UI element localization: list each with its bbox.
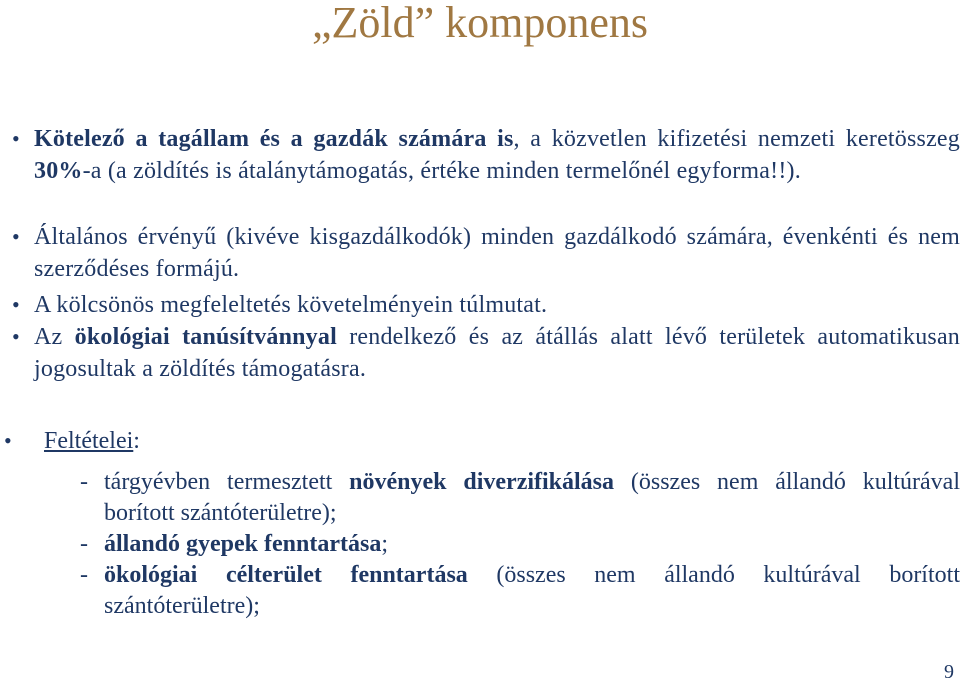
conditions-heading: • Feltételei: [0,425,960,457]
bullet-dot-icon: • [12,324,20,349]
condition-item: - állandó gyepek fenntartása; [80,529,960,560]
dash-icon: - [80,531,88,557]
bullet-item [12,123,960,219]
conditions-list [80,467,960,622]
dash-icon: - [80,562,88,588]
bullet-dot-icon: • [4,428,12,453]
bullet-text: A kölcsönös megfeleltetés követelményein túlmutat. [34,292,548,318]
bullet-text: Az ökológiai tanúsítvánnyal rendelkező és az átállás alatt lévő területek automatikusan jogosultak a zöldítés támogatásra. [34,324,960,382]
page-number: 9 [944,661,954,683]
dash-icon: - [80,469,88,495]
bullet-text: Kötelező a tagállam és a gazdák számára is, a közvetlen kifizetési nemzeti keretösszeg 30%-a (a zöldítés is átalánytámogatás, értéke minden termelőnél egyforma!!). [34,126,960,184]
slide-title: „Zöld” komponens [311,0,649,47]
bullet-dot-icon: • [12,292,20,317]
bullet-list [12,123,960,387]
bullet-item [12,221,960,287]
bullet-item [12,289,960,319]
conditions-heading-label: Feltételei [44,428,134,454]
condition-item: - ökológiai célterület fenntartása (összes nem állandó kultúrával borított szántóterületre); [80,562,960,619]
conditions-section [0,425,960,457]
bullet-dot-icon: • [12,224,20,249]
bullet-text: Általános érvényű (kivéve kisgazdálkodók) minden gazdálkodó számára, évenkénti és nem szerződéses formájú. [34,224,960,282]
bullet-dot-icon: • [12,126,20,151]
condition-item: - tárgyévben termesztett növények diverzifikálása (összes nem állandó kultúrával borított szántóterületre); [80,469,960,526]
bullet-item [12,321,960,385]
